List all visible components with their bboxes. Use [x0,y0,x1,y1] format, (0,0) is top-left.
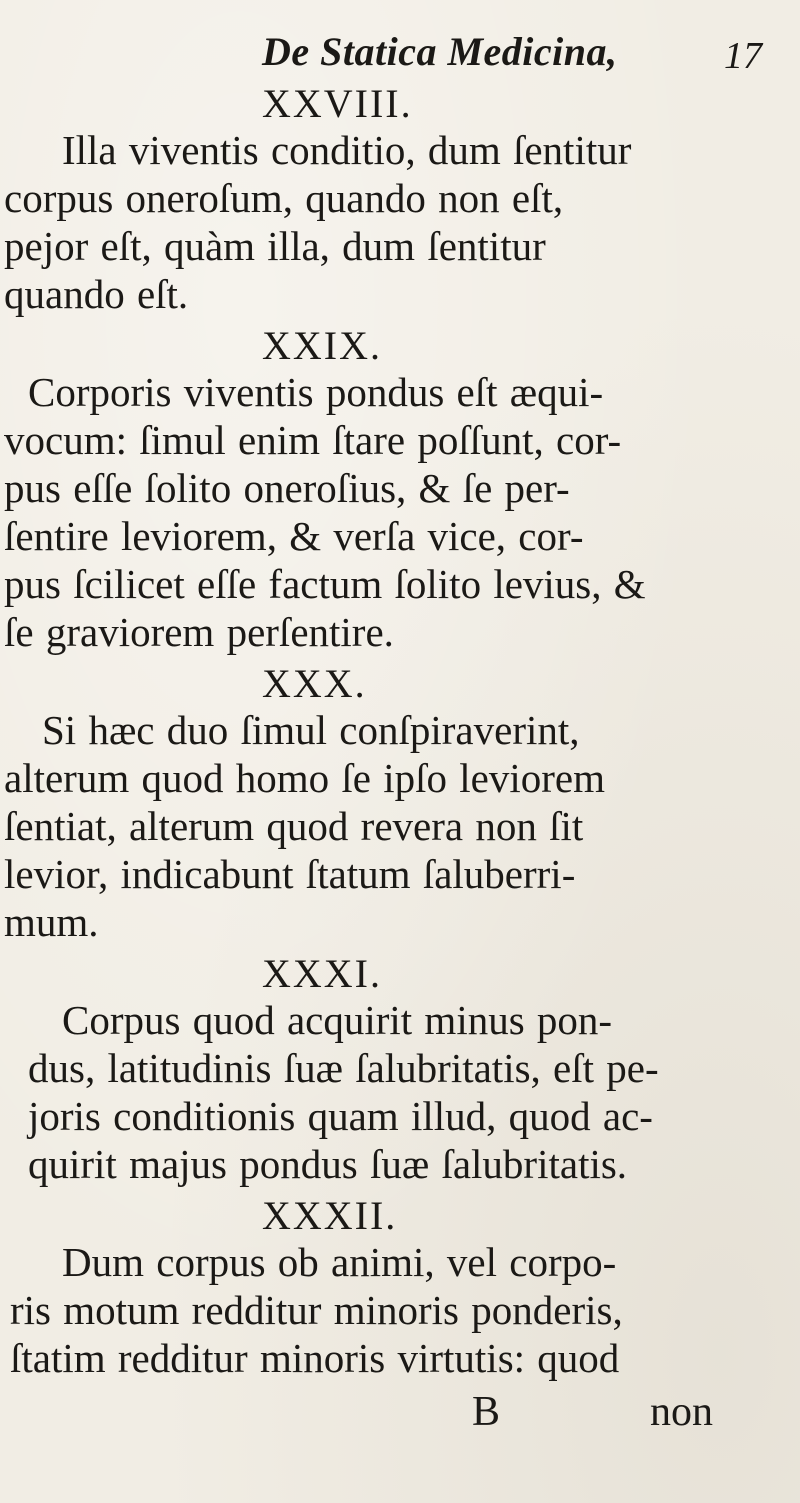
text-line: ſe graviorem perſentire. [4,609,394,655]
text-line: Illa viventis conditio, dum ſentitur [62,127,632,173]
text-line: alterum quod homo ſe ipſo leviorem [4,755,605,801]
text-line: quando eſt. [4,271,189,317]
text-line: joris conditionis quam illud, quod ac- [28,1093,653,1139]
text-line: ris motum redditur minoris ponderis, [10,1287,623,1333]
signature-mark: B [472,1389,501,1435]
text-line: corpus oneroſum, quando non eſt, [4,175,564,221]
text-line: ſtatim redditur minoris virtutis: quod [10,1335,620,1381]
text-line: Corporis viventis pondus eſt æqui- [28,369,604,415]
section-number: XXIX. [262,323,382,368]
page-number: 17 [724,35,762,77]
section-number: XXXI. [262,951,382,996]
text-line: quirit majus pondus ſuæ ſalubritatis. [28,1141,628,1187]
text-line: dus, latitudinis ſuæ ſalubritatis, eſt pe- [28,1045,659,1091]
text-line: Corpus quod acquirit minus pon- [62,997,613,1043]
text-line: ſentire leviorem, & verſa vice, cor- [4,513,584,559]
section-number: XXVIII. [262,81,413,126]
catchword: non [650,1389,713,1435]
text-line: mum. [4,899,99,945]
text-line: levior, indicabunt ſtatum ſaluberri- [4,851,576,897]
section-number: XXX. [262,661,367,706]
text-line: pus eſſe ſolito oneroſius, & ſe per- [4,465,570,511]
text-line: vocum: ſimul enim ſtare poſſunt, cor- [4,417,622,463]
text-line: pejor eſt, quàm illa, dum ſentitur [4,223,546,269]
text-line: Dum corpus ob animi, vel corpo- [62,1239,617,1285]
running-title: De Statica Medicina, [262,29,618,74]
text-line: ſentiat, alterum quod revera non ſit [4,803,584,849]
section-number: XXXII. [262,1193,398,1238]
text-line: pus ſcilicet eſſe factum ſolito levius, & [4,561,646,607]
text-line: Si hæc duo ſimul conſpiraverint, [42,707,580,753]
